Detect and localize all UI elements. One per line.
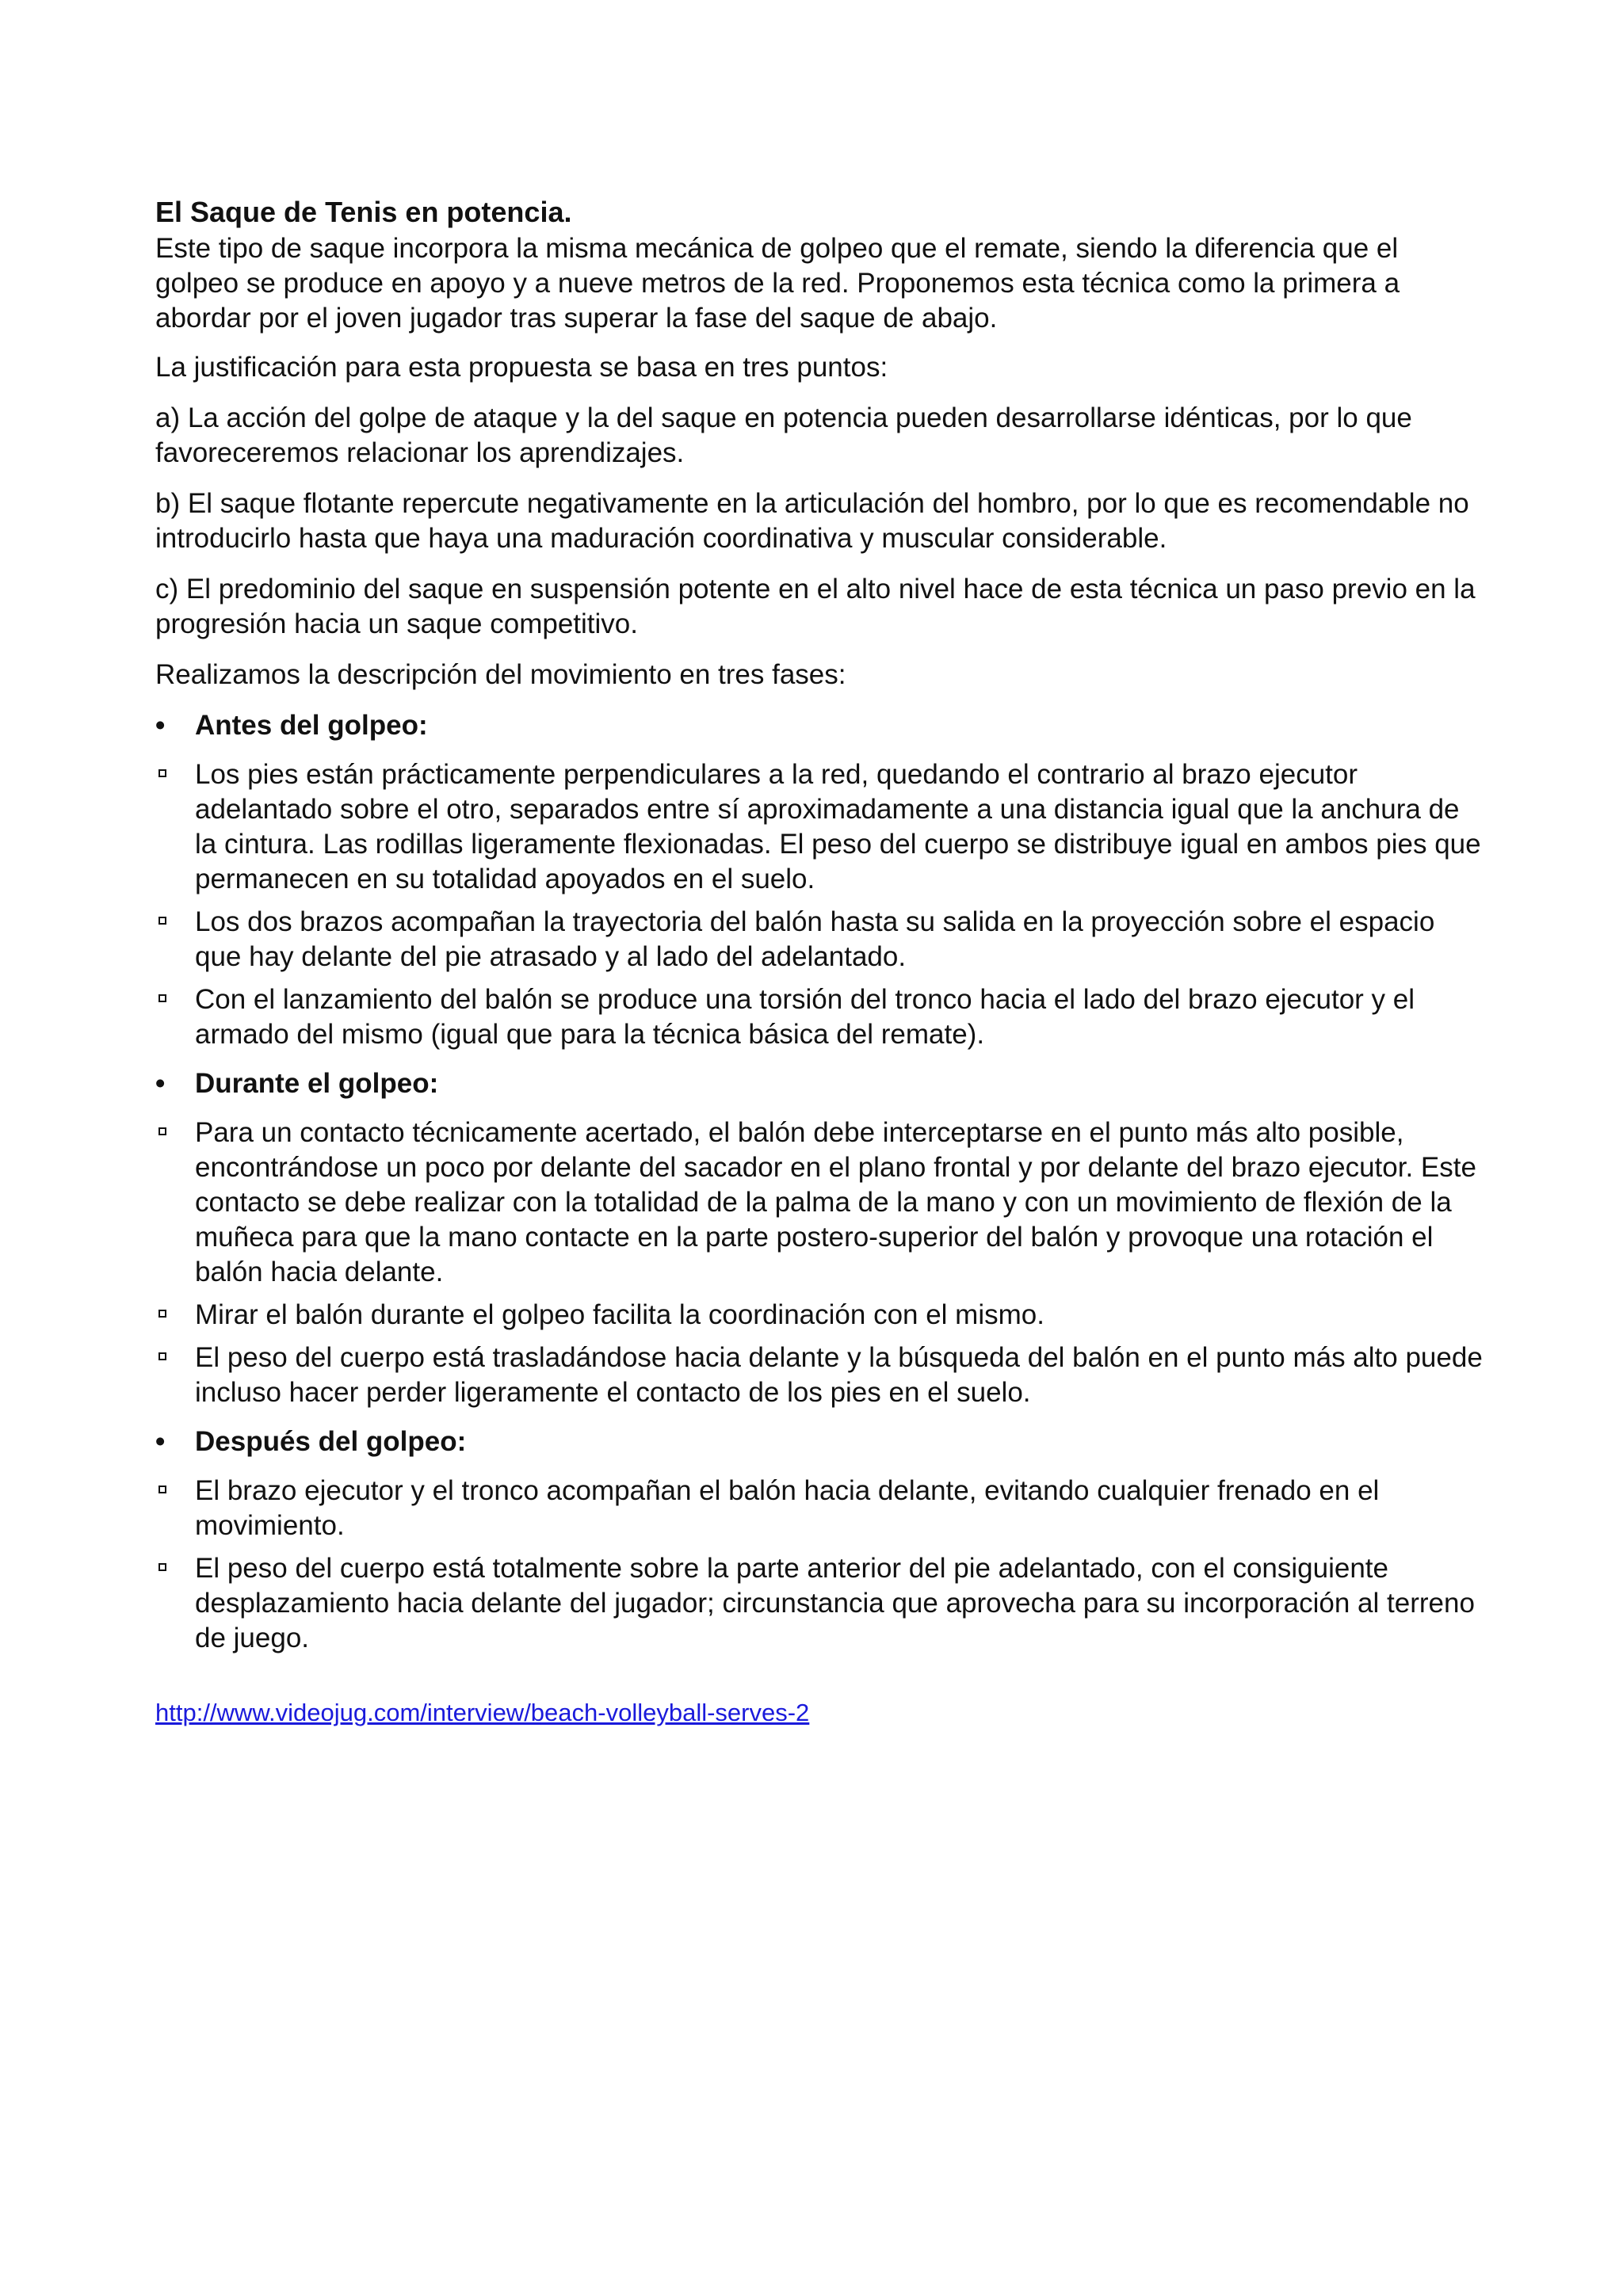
bullet-dot-icon: • (155, 710, 166, 741)
reference-link-line (155, 1697, 1487, 1729)
list-item-text: Los pies están prácticamente perpendiculares a la red, quedando el contrario al brazo ejecutor adelantado sobre el otro, separados entre sí aproximadamente a una distancia igual que la anchura de la cintura. Las rodillas ligeramente flexionadas. El peso del cuerpo se distribuye igual en ambos pies que permanecen en su totalidad apoyados en el suelo. (195, 759, 1481, 894)
square-bullet-icon (158, 917, 166, 925)
square-bullet-icon (158, 1563, 166, 1571)
document-page (155, 195, 1487, 1729)
square-bullet-icon (158, 994, 166, 1002)
list-item-text: El peso del cuerpo está trasladándose hacia delante y la búsqueda del balón en el punto más alto puede incluso hacer perder ligeramente el contacto de los pies en el suelo. (195, 1342, 1483, 1408)
phase-heading (155, 708, 1487, 743)
phase-heading-label: Después del golpeo: (195, 1426, 467, 1457)
justification-paragraph: La justificación para esta propuesta se basa en tres puntos: (155, 352, 888, 383)
bullet-dot-icon: • (155, 1068, 166, 1099)
square-bullet-icon (158, 1352, 166, 1360)
phase-heading-label: Antes del golpeo: (195, 710, 428, 741)
bullet-dot-icon: • (155, 1426, 166, 1457)
square-bullet-icon (158, 1486, 166, 1493)
list-item-text: El brazo ejecutor y el tronco acompañan el balón hacia delante, evitando cualquier frenado en el movimiento. (195, 1475, 1380, 1541)
list-item-text: Los dos brazos acompañan la trayectoria del balón hasta su salida en la proyección sobre el espacio que hay delante del pie atrasado y al lado del adelantado. (195, 906, 1435, 972)
square-bullet-icon (158, 1310, 166, 1318)
phase-heading-label: Durante el golpeo: (195, 1068, 439, 1099)
reference-link[interactable]: http://www.videojug.com/interview/beach-volleyball-serves-2 (155, 1699, 810, 1726)
list-item (155, 1298, 1487, 1333)
list-item (155, 1116, 1487, 1290)
list-item (155, 1341, 1487, 1410)
square-bullet-icon (158, 1127, 166, 1135)
list-item-text: El peso del cuerpo está totalmente sobre la parte anterior del pie adelantado, con el consiguiente desplazamiento hacia delante del jugador; circunstancia que aprovecha para su incorporación al terreno de juego. (195, 1553, 1475, 1653)
list-item-text: Con el lanzamiento del balón se produce una torsión del tronco hacia el lado del brazo ejecutor y el armado del mismo (igual que para la técnica básica del remate). (195, 984, 1415, 1050)
list-item-text: Mirar el balón durante el golpeo facilita la coordinación con el mismo. (195, 1299, 1044, 1330)
phases-intro-paragraph: Realizamos la descripción del movimiento en tres fases: (155, 659, 846, 690)
list-item (155, 982, 1487, 1052)
phase-heading (155, 1425, 1487, 1459)
point-b-paragraph: b) El saque flotante repercute negativamente en la articulación del hombro, por lo que es recomendable no introducirlo hasta que haya una maduración coordinativa y muscular considerable. (155, 488, 1469, 554)
point-c-paragraph: c) El predominio del saque en suspensión potente en el alto nivel hace de esta técnica un paso previo en la progresión hacia un saque competitivo. (155, 574, 1476, 639)
list-item (155, 1474, 1487, 1543)
square-bullet-icon (158, 769, 166, 777)
document-title: El Saque de Tenis en potencia. (155, 196, 572, 228)
phase-heading (155, 1066, 1487, 1101)
list-item (155, 905, 1487, 974)
intro-paragraph: Este tipo de saque incorpora la misma mecánica de golpeo que el remate, siendo la diferencia que el golpeo se produce en apoyo y a nueve metros de la red. Proponemos esta técnica como la primera a abordar por el joven jugador tras superar la fase del saque de abajo. (155, 233, 1400, 334)
list-item-text: Para un contacto técnicamente acertado, el balón debe interceptarse en el punto más alto posible, encontrándose un poco por delante del sacador en el plano frontal y por delante del brazo ejecutor. Este contacto se debe realizar con la totalidad de la palma de la mano y con un movimiento de flexión de la muñeca para que la mano contacte en la parte postero-superior del balón y provoque una rotación el balón hacia delante. (195, 1117, 1476, 1287)
list-item (155, 757, 1487, 897)
list-item (155, 1551, 1487, 1656)
point-a-paragraph: a) La acción del golpe de ataque y la del saque en potencia pueden desarrollarse idénticas, por lo que favoreceremos relacionar los aprendizajes. (155, 402, 1412, 468)
